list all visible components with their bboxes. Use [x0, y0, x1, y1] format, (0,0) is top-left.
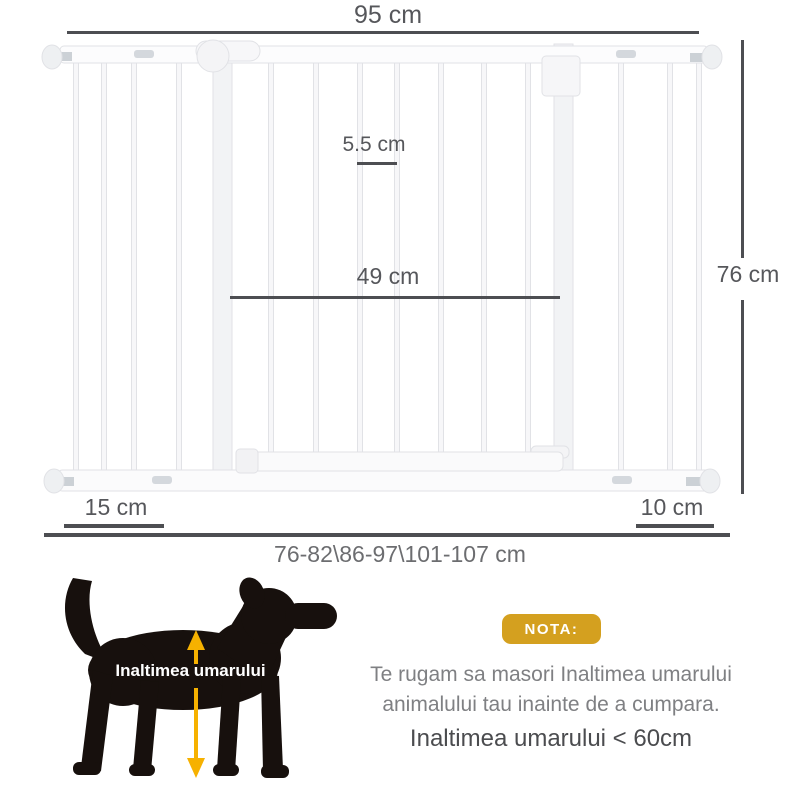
total-width-range-label: 76-82\86-97\101-107 cm — [274, 541, 526, 567]
top-width-label: 95 cm — [353, 1, 423, 29]
height-label: 76 cm — [716, 261, 780, 287]
bar-gap-underline — [357, 162, 397, 165]
note-text-block — [321, 660, 781, 755]
height-dimension-line-lower — [741, 300, 744, 494]
note-line-3: Inaltimea umarului < 60cm — [409, 725, 693, 752]
note-badge: NOTA: — [502, 614, 601, 644]
left-extension-underline — [64, 524, 164, 528]
left-extension-label: 15 cm — [84, 494, 148, 520]
double-headed-vertical-arrow-icon — [182, 630, 210, 780]
bar-gap-label: 5.5 cm — [342, 133, 406, 156]
note-line-2: animalului tau inainte de a cumpara. — [382, 693, 720, 716]
height-dimension-line-upper — [741, 40, 744, 258]
shoulder-height-label: Inaltimea umarului — [115, 661, 266, 680]
door-width-label: 49 cm — [356, 263, 420, 289]
right-extension-underline — [636, 524, 714, 528]
door-width-dimension-line — [230, 296, 560, 299]
right-extension-label: 10 cm — [640, 494, 704, 520]
top-width-dimension-line — [67, 31, 699, 34]
total-width-dimension-line — [44, 533, 730, 537]
note-line-1: Te rugam sa masori Inaltimea umarului — [370, 663, 732, 686]
